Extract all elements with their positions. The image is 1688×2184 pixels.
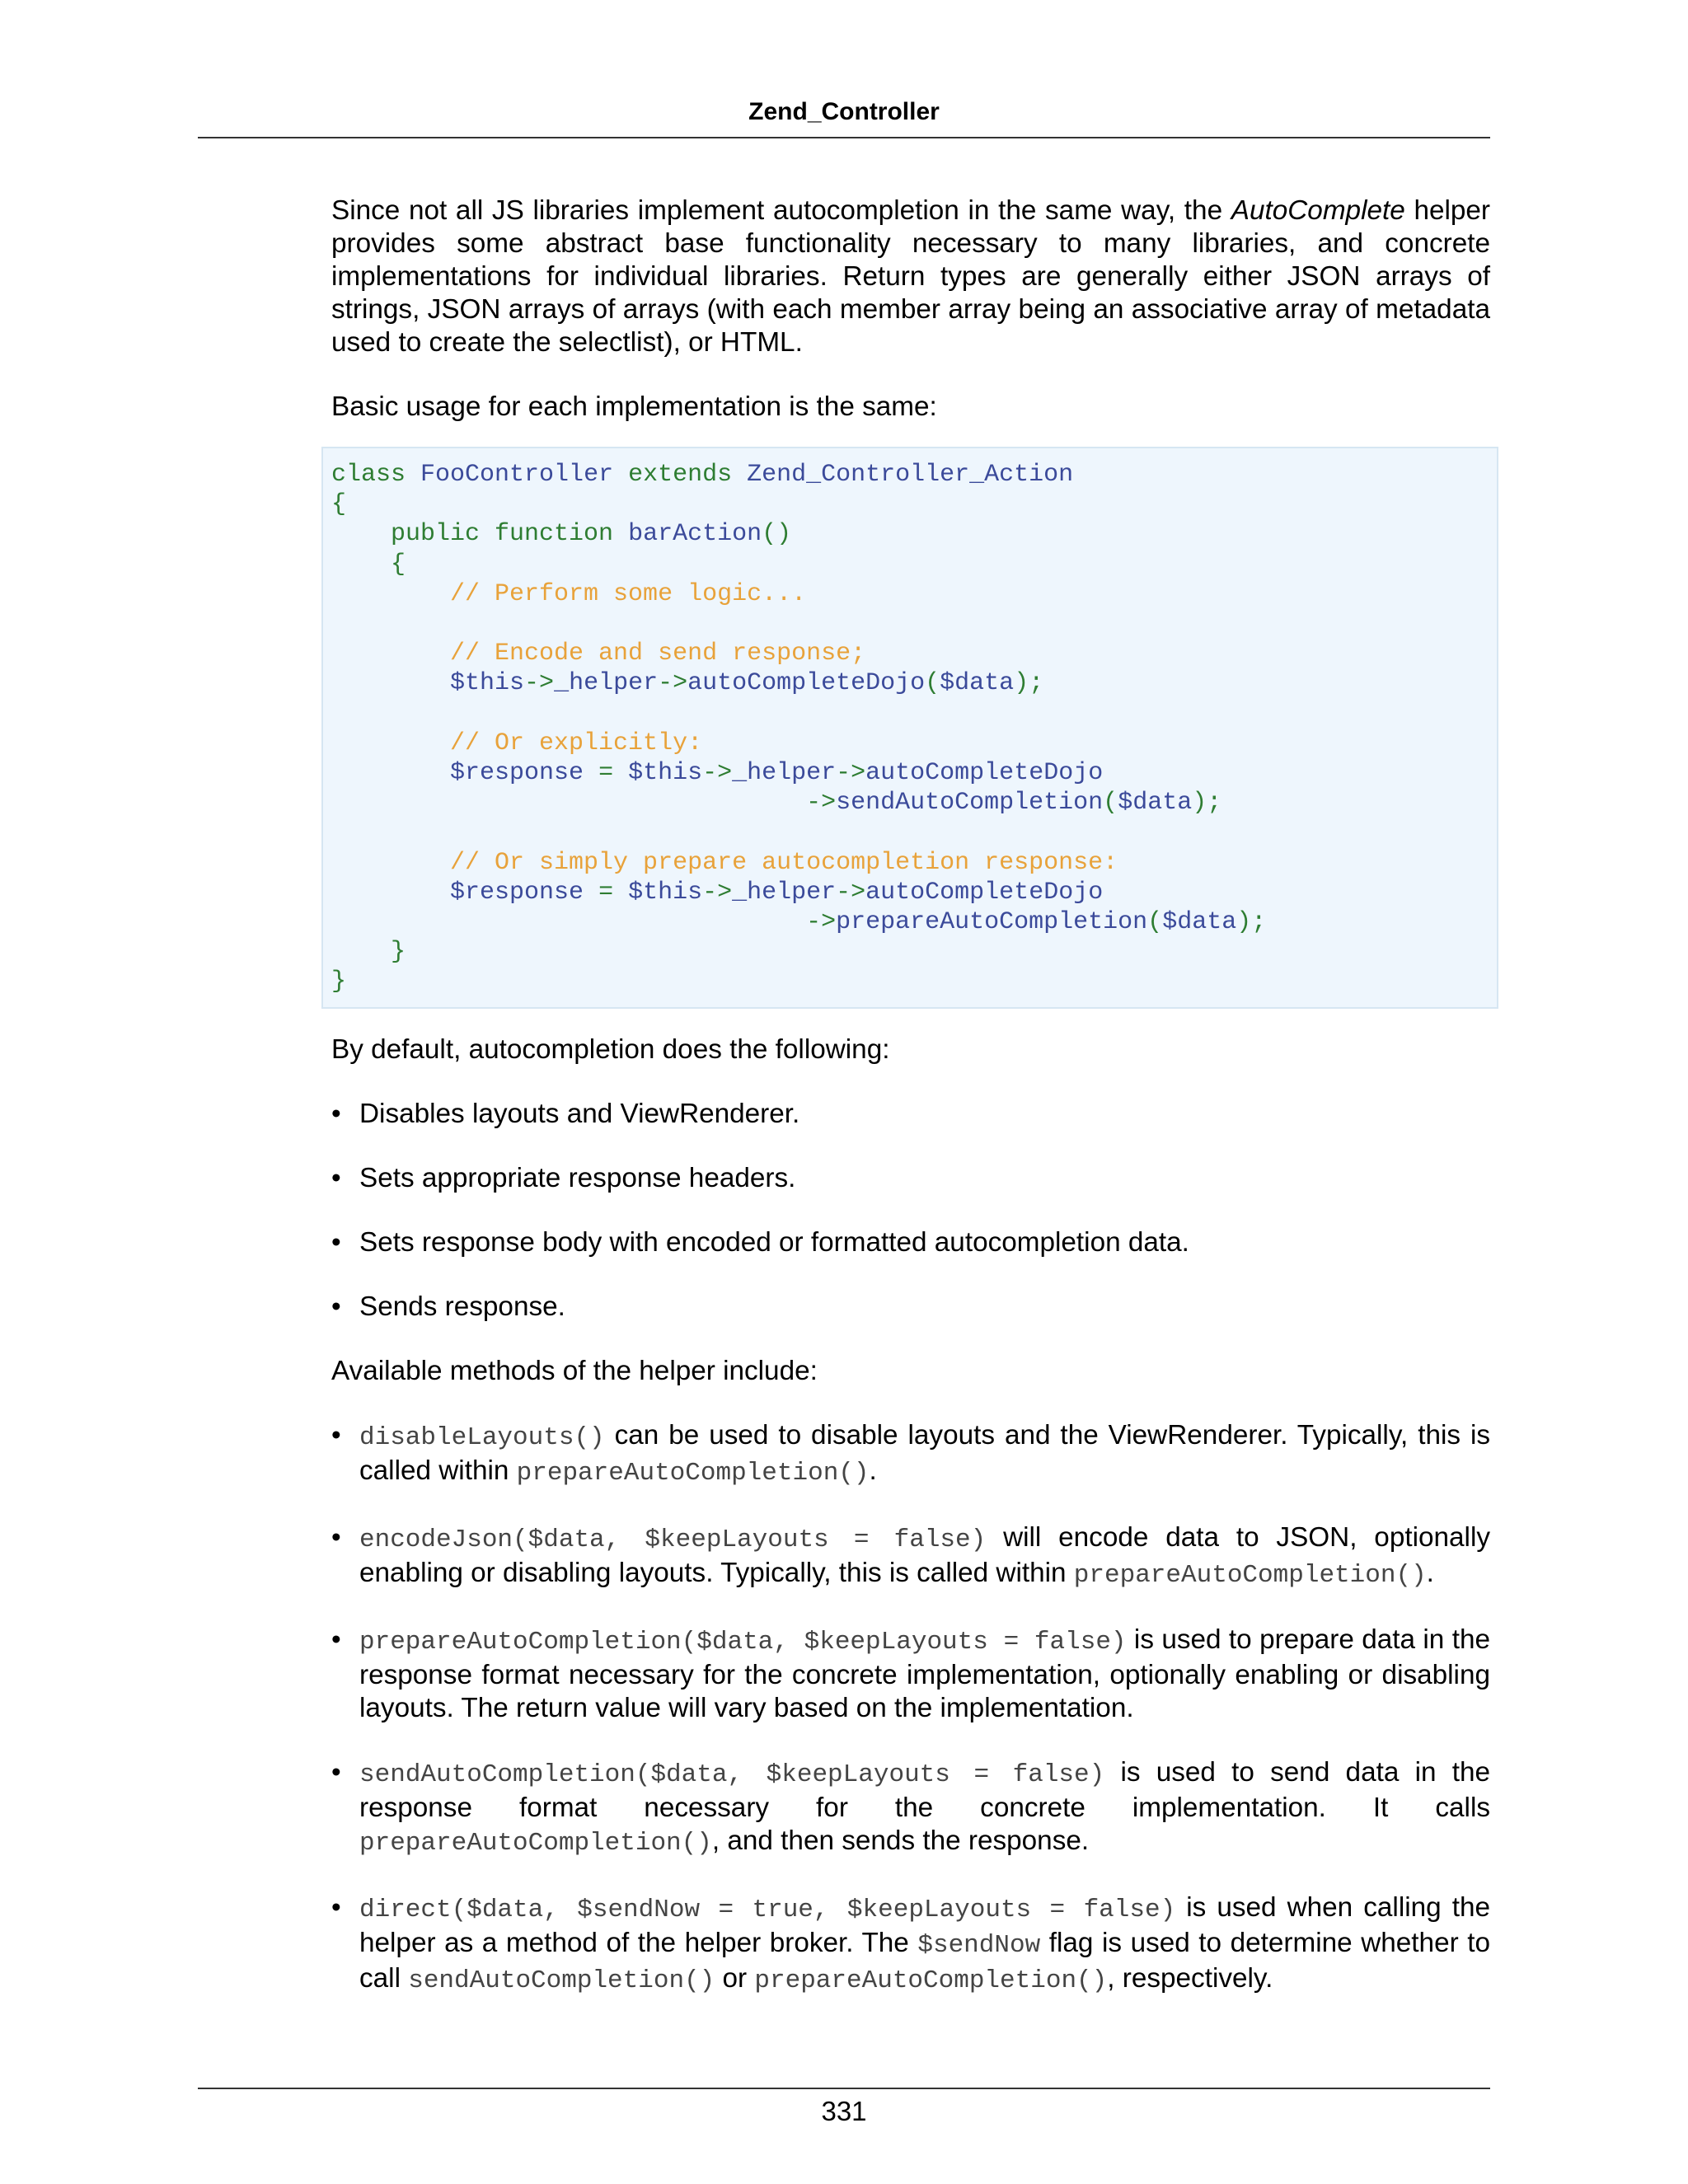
intro-paragraph: Since not all JS libraries implement autocompletion in the same way, the AutoComplete helper provides some abstract base functionality necessary to many libraries, and concrete implementations for individual libraries. Return types are generally either JSON arrays of strings, JSON arrays of arrays (with each member array being an associative array of metadata used to create the selectlist), or HTML.: [331, 195, 1491, 358]
usage-paragraph: Basic usage for each implementation is the same:: [331, 391, 937, 422]
page-number: 331: [821, 2096, 867, 2126]
bullet-icon: •: [331, 1098, 341, 1129]
bullet-icon: •: [331, 1756, 341, 1788]
bullet-icon: •: [331, 1419, 341, 1451]
method-item-send-autocompletion: • sendAutoCompletion($data, $keepLayouts = false) is used to send data in the response format necessary for the concrete implementation. It calls prepareAutoCompletion(), and then sends the response.: [331, 1756, 1490, 1858]
code-listing: class FooController extends Zend_Controller_Action { public function barAction() { // Perform some logic... // Encode and send response; $this->_helper->autoCompleteDojo($data); // Or explicitly: $response = $this->_helper->autoCompleteDojo ->sendAutoCompletion($data); // Or simply prepare autocompletion response: $response = $this->_helper->autoCompleteDojo ->prepareAutoCompletion($data); } }: [331, 461, 1267, 996]
running-header: Zend_Controller: [748, 98, 940, 125]
defaults-lead: By default, autocompletion does the following:: [331, 1033, 890, 1065]
methods-list: [331, 1419, 1490, 1998]
defaults-list: [331, 1098, 1490, 1324]
method-item-encode-json: • encodeJson($data, $keepLayouts = false) will encode data to JSON, optionally enabling or disabling layouts. Typically, this is called within prepareAutoCompletion().: [331, 1521, 1490, 1590]
bullet-icon: •: [331, 1624, 341, 1655]
bullet-icon: •: [331, 1891, 341, 1923]
methods-lead: Available methods of the helper include:: [331, 1355, 818, 1386]
page-content: [331, 194, 1490, 2029]
code-example: [321, 447, 1498, 1009]
list-item: • Sends response.: [331, 1291, 565, 1322]
method-item-disable-layouts: • disableLayouts() can be used to disable layouts and the ViewRenderer. Typically, this is called within prepareAutoCompletion().: [331, 1419, 1490, 1488]
list-item: • Sets appropriate response headers.: [331, 1162, 796, 1193]
method-item-prepare-autocompletion: • prepareAutoCompletion($data, $keepLayouts = false) is used to prepare data in the response format necessary for the concrete implementation, optionally enabling or disabling layouts. The return value will vary based on the implementation.: [331, 1624, 1490, 1723]
header-rule: [198, 137, 1490, 138]
bullet-icon: •: [331, 1291, 341, 1322]
bullet-icon: •: [331, 1521, 341, 1553]
bullet-icon: •: [331, 1162, 341, 1193]
list-item: • Disables layouts and ViewRenderer.: [331, 1098, 800, 1129]
method-item-direct: • direct($data, $sendNow = true, $keepLayouts = false) is used when calling the helper as a method of the helper broker. The $sendNow flag is used to determine whether to call sendAutoCompletion() or prepareAutoCompletion(), respectively.: [331, 1891, 1490, 1995]
bullet-icon: •: [331, 1226, 341, 1258]
footer-rule: [198, 2088, 1490, 2089]
autocomplete-term: AutoComplete: [1231, 195, 1405, 226]
list-item: • Sets response body with encoded or formatted autocompletion data.: [331, 1226, 1189, 1258]
